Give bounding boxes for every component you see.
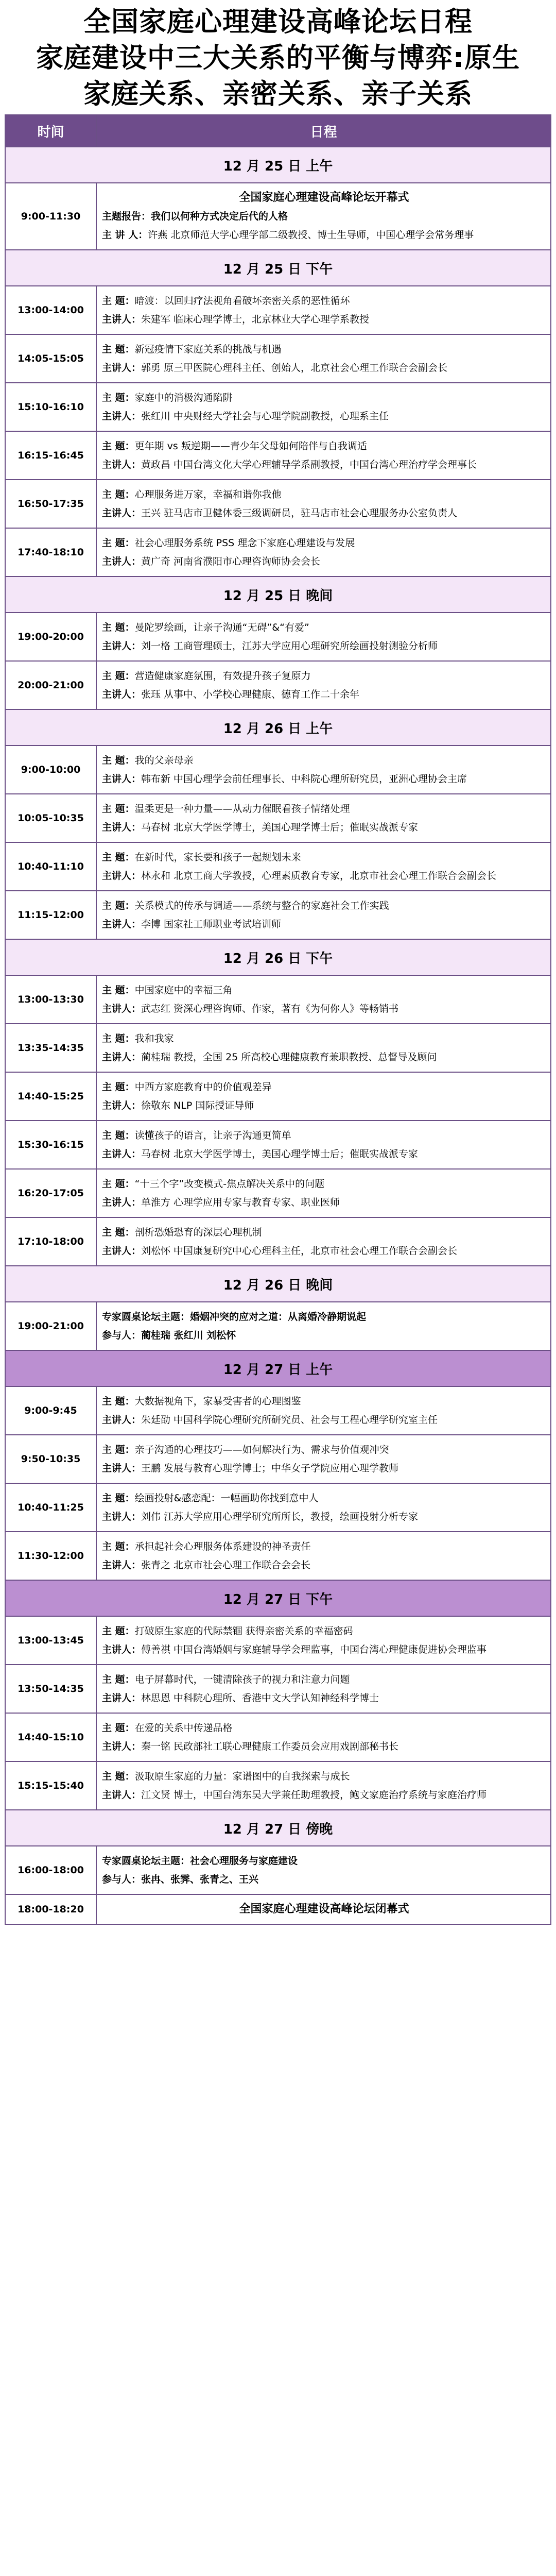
session-line-label: 主讲人： bbox=[102, 1197, 142, 1208]
session-line bbox=[102, 534, 546, 552]
session-line bbox=[102, 292, 546, 310]
session-row bbox=[5, 1846, 551, 1894]
session-row bbox=[5, 1713, 551, 1761]
session-line-label: 主 题： bbox=[102, 1722, 135, 1734]
section-row bbox=[5, 709, 551, 745]
session-details bbox=[96, 1435, 551, 1483]
session-line bbox=[102, 1223, 546, 1242]
session-details bbox=[96, 1302, 551, 1350]
session-line-text: 张珏 从事中、小学校心理健康、德育工作二十余年 bbox=[141, 689, 360, 700]
session-line-text: 中国家庭中的幸福三角 bbox=[134, 985, 233, 996]
session-time: 9:00-9:45 bbox=[5, 1386, 96, 1435]
session-line-label: 主讲人： bbox=[102, 1052, 142, 1063]
session-line-label: 主讲人： bbox=[102, 459, 142, 470]
session-line-label: 主 题： bbox=[102, 755, 135, 766]
session-line bbox=[102, 340, 546, 359]
session-line-text: 马春树 北京大学医学博士，美国心理学博士后；催眠实战派专家 bbox=[141, 1148, 419, 1160]
session-line-label: 主题报告： bbox=[102, 211, 151, 222]
session-line bbox=[102, 999, 546, 1018]
session-row bbox=[5, 1024, 551, 1072]
session-line bbox=[102, 1719, 546, 1737]
session-line-text: 蔺桂瑞 张红川 刘松怀 bbox=[141, 1330, 236, 1341]
session-line-label: 主讲人： bbox=[102, 556, 142, 567]
session-line-text: 打破原生家庭的代际禁锢 获得亲密关系的幸福密码 bbox=[134, 1625, 353, 1637]
session-line bbox=[102, 1126, 546, 1145]
ceremony-title bbox=[102, 1900, 546, 1919]
session-time: 9:50-10:35 bbox=[5, 1435, 96, 1483]
session-line bbox=[102, 1640, 546, 1659]
session-line bbox=[102, 1242, 546, 1260]
ceremony-title bbox=[102, 189, 546, 207]
session-line bbox=[102, 1193, 546, 1212]
session-row bbox=[5, 842, 551, 891]
table-header-row bbox=[5, 115, 551, 147]
session-row bbox=[5, 975, 551, 1024]
session-line bbox=[102, 1392, 546, 1411]
session-line bbox=[102, 1870, 546, 1889]
session-line bbox=[102, 359, 546, 377]
session-row bbox=[5, 745, 551, 794]
session-line-text: 全国家庭心理建设高峰论坛闭幕式 bbox=[239, 1903, 409, 1916]
session-line-label: 主 题： bbox=[102, 1674, 135, 1685]
session-line-label: 主讲人： bbox=[102, 1789, 142, 1801]
session-line-label: 主讲人： bbox=[102, 1560, 142, 1571]
session-line bbox=[102, 1537, 546, 1556]
session-line-label: 主 题： bbox=[102, 1493, 135, 1504]
session-line-label: 主讲人： bbox=[102, 640, 142, 652]
session-line-text: 汲取原生家庭的力量：家谱图中的自我探索与成长 bbox=[134, 1771, 350, 1782]
session-row bbox=[5, 334, 551, 383]
session-line-text: 我的父亲母亲 bbox=[134, 755, 194, 766]
session-line bbox=[102, 981, 546, 999]
session-line-text: 家庭中的消极沟通陷阱 bbox=[134, 392, 233, 403]
session-line-label: 主讲人： bbox=[102, 1741, 142, 1752]
session-line bbox=[102, 1459, 546, 1478]
session-line-label: 主讲人： bbox=[102, 1414, 142, 1426]
session-line bbox=[102, 1145, 546, 1163]
section-row bbox=[5, 250, 551, 286]
session-line bbox=[102, 1786, 546, 1804]
session-line bbox=[102, 1507, 546, 1526]
session-line-text: 黄政昌 中国台湾文化大学心理辅导学系副教授，中国台湾心理治疗学会理事长 bbox=[141, 459, 477, 470]
section-label: 12 月 25 日 下午 bbox=[5, 250, 551, 286]
session-line-text: “十三个字”改变模式-焦点解决关系中的问题 bbox=[134, 1178, 325, 1190]
session-line-label: 主讲人： bbox=[102, 411, 142, 422]
session-line-text: 王鹏 发展与教育心理学博士；中华女子学院应用心理学教师 bbox=[141, 1463, 399, 1474]
session-line-label: 主 题： bbox=[102, 852, 135, 863]
session-line bbox=[102, 1308, 546, 1326]
session-line-label: 主 题： bbox=[102, 440, 135, 452]
session-details bbox=[96, 528, 551, 577]
section-label: 12 月 26 日 下午 bbox=[5, 939, 551, 975]
session-time: 13:00-13:45 bbox=[5, 1616, 96, 1665]
session-line-text: 我和我家 bbox=[134, 1033, 174, 1044]
schedule-table bbox=[5, 114, 551, 1925]
session-line-label: 主讲人： bbox=[102, 919, 142, 930]
session-line-label: 主讲人： bbox=[102, 1003, 142, 1014]
session-line-text: 社会心理服务系统 PSS 理念下家庭心理建设与发展 bbox=[134, 537, 355, 549]
session-line-label: 主 题： bbox=[102, 489, 135, 500]
session-line-label: 专家圆桌论坛主题： bbox=[102, 1311, 190, 1323]
session-details bbox=[96, 1072, 551, 1121]
session-line bbox=[102, 1175, 546, 1193]
session-line bbox=[102, 388, 546, 407]
session-line-label: 参与人： bbox=[102, 1330, 142, 1341]
session-line-text: 刘伟 江苏大学应用心理学研究所所长，教授，绘画投射分析专家 bbox=[141, 1511, 419, 1522]
session-line-label: 主 讲 人： bbox=[102, 229, 148, 241]
title-line-3: 家庭关系、亲密关系、亲子关系 bbox=[83, 78, 473, 110]
session-line bbox=[102, 437, 546, 455]
header-time: 时间 bbox=[5, 115, 96, 147]
session-line-label: 主 题： bbox=[102, 1178, 135, 1190]
section-row bbox=[5, 147, 551, 183]
section-label: 12 月 27 日 傍晚 bbox=[5, 1810, 551, 1846]
session-time: 13:00-14:00 bbox=[5, 286, 96, 334]
schedule-rows bbox=[5, 147, 551, 1924]
session-line-text: 关系模式的传承与调适——系统与整合的家庭社会工作实践 bbox=[134, 900, 389, 911]
session-time: 16:50-17:35 bbox=[5, 480, 96, 528]
session-line-text: 温柔更是一种力量——从动力催眠看孩子情绪处理 bbox=[134, 803, 350, 815]
session-line bbox=[102, 685, 546, 704]
session-details bbox=[96, 1024, 551, 1072]
session-time: 19:00-20:00 bbox=[5, 613, 96, 661]
session-line-label: 主 题： bbox=[102, 1396, 135, 1407]
session-line-label: 主讲人： bbox=[102, 1692, 142, 1704]
session-details bbox=[96, 1169, 551, 1217]
session-row bbox=[5, 1386, 551, 1435]
session-line-text: 剖析恐婚恐育的深层心理机制 bbox=[134, 1227, 262, 1238]
session-line bbox=[102, 207, 546, 226]
session-line bbox=[102, 1411, 546, 1429]
session-line-text: 更年期 vs 叛逆期——青少年父母如何陪伴与自我调适 bbox=[134, 440, 367, 452]
session-row bbox=[5, 528, 551, 577]
session-time: 14:40-15:10 bbox=[5, 1713, 96, 1761]
session-line bbox=[102, 1440, 546, 1459]
section-label: 12 月 27 日 上午 bbox=[5, 1350, 551, 1386]
session-time: 15:15-15:40 bbox=[5, 1761, 96, 1810]
section-row bbox=[5, 1266, 551, 1302]
session-line-text: 营造健康家庭氛围，有效提升孩子复原力 bbox=[134, 670, 311, 682]
session-line bbox=[102, 226, 546, 244]
session-line bbox=[102, 751, 546, 770]
session-line-text: 徐敬东 NLP 国际授证导师 bbox=[141, 1100, 254, 1111]
session-time: 17:10-18:00 bbox=[5, 1217, 96, 1266]
session-line-label: 主 题： bbox=[102, 344, 135, 355]
session-line bbox=[102, 485, 546, 504]
session-line-text: 新冠疫情下家庭关系的挑战与机遇 bbox=[134, 344, 282, 355]
session-details bbox=[96, 613, 551, 661]
session-line-text: 在新时代，家长要和孩子一起规划未来 bbox=[134, 852, 301, 863]
session-line-text: 朱建军 临床心理学博士，北京林业大学心理学系教授 bbox=[141, 314, 370, 325]
section-label: 12 月 25 日 上午 bbox=[5, 147, 551, 183]
session-row bbox=[5, 1121, 551, 1169]
session-time: 13:50-14:35 bbox=[5, 1665, 96, 1713]
session-details bbox=[96, 480, 551, 528]
session-line-text: 张冉、张霁、张青之、王兴 bbox=[141, 1874, 259, 1885]
session-line-text: 承担起社会心理服务体系建设的神圣责任 bbox=[134, 1541, 311, 1552]
session-line-label: 主讲人： bbox=[102, 1148, 142, 1160]
session-time: 20:00-21:00 bbox=[5, 661, 96, 709]
session-details bbox=[96, 431, 551, 480]
session-line bbox=[102, 896, 546, 915]
session-details bbox=[96, 286, 551, 334]
section-label: 12 月 26 日 晚间 bbox=[5, 1266, 551, 1302]
session-line-text: 电子屏幕时代，一键清除孩子的视力和注意力问题 bbox=[134, 1674, 350, 1685]
session-line-label: 主 题： bbox=[102, 537, 135, 549]
session-line-text: 韩布新 中国心理学会前任理事长、中科院心理所研究员，亚洲心理协会主席 bbox=[141, 773, 467, 785]
session-row bbox=[5, 891, 551, 939]
session-line-label: 主 题： bbox=[102, 670, 135, 682]
session-row bbox=[5, 1532, 551, 1580]
session-details bbox=[96, 891, 551, 939]
header-schedule: 日程 bbox=[96, 115, 551, 147]
session-time: 10:40-11:25 bbox=[5, 1483, 96, 1532]
session-row bbox=[5, 1302, 551, 1350]
session-line-label: 主 题： bbox=[102, 392, 135, 403]
section-row bbox=[5, 939, 551, 975]
session-line-label: 主讲人： bbox=[102, 1644, 142, 1655]
session-details bbox=[96, 1217, 551, 1266]
session-line-label: 主 题： bbox=[102, 803, 135, 815]
session-row bbox=[5, 1616, 551, 1665]
section-row bbox=[5, 1810, 551, 1846]
session-details bbox=[96, 1121, 551, 1169]
session-time: 13:00-13:30 bbox=[5, 975, 96, 1024]
session-line bbox=[102, 1767, 546, 1786]
session-line-text: 武志红 资深心理咨询师、作家，著有《为何你人》等畅销书 bbox=[141, 1003, 399, 1014]
session-details bbox=[96, 661, 551, 709]
session-line bbox=[102, 1029, 546, 1048]
session-line bbox=[102, 407, 546, 426]
session-line bbox=[102, 455, 546, 474]
session-line-label: 主讲人： bbox=[102, 1463, 142, 1474]
session-line bbox=[102, 1556, 546, 1574]
session-details bbox=[96, 1713, 551, 1761]
session-line-label: 主讲人： bbox=[102, 1245, 142, 1257]
session-row bbox=[5, 1435, 551, 1483]
session-line bbox=[102, 1622, 546, 1640]
session-line-label: 主讲人： bbox=[102, 314, 142, 325]
session-line-label: 主讲人： bbox=[102, 689, 142, 700]
session-line-label: 主 题： bbox=[102, 1130, 135, 1141]
session-details bbox=[96, 1386, 551, 1435]
session-line-text: 林思恩 中科院心理所、香港中文大学认知神经科学博士 bbox=[141, 1692, 379, 1704]
session-line bbox=[102, 915, 546, 934]
title-line-2: 家庭建设中三大关系的平衡与博弈:原生 bbox=[36, 42, 520, 74]
session-time: 9:00-11:30 bbox=[5, 183, 96, 250]
session-line-text: 张青之 北京市社会心理工作联合会会长 bbox=[141, 1560, 311, 1571]
session-line-label: 主讲人： bbox=[102, 1100, 142, 1111]
session-line-label: 主 题： bbox=[102, 1033, 135, 1044]
session-line bbox=[102, 1326, 546, 1345]
session-details bbox=[96, 794, 551, 842]
session-line bbox=[102, 1852, 546, 1870]
session-time: 15:30-16:15 bbox=[5, 1121, 96, 1169]
session-line-label: 主 题： bbox=[102, 1771, 135, 1782]
session-line-label: 主 题： bbox=[102, 1625, 135, 1637]
session-line-label: 专家圆桌论坛主题： bbox=[102, 1855, 190, 1867]
session-row bbox=[5, 661, 551, 709]
session-line-text: 大数据视角下，家暴受害者的心理图鉴 bbox=[134, 1396, 301, 1407]
session-row bbox=[5, 794, 551, 842]
session-details bbox=[96, 1532, 551, 1580]
session-details bbox=[96, 975, 551, 1024]
session-row bbox=[5, 1665, 551, 1713]
session-row bbox=[5, 480, 551, 528]
session-line-label: 主讲人： bbox=[102, 773, 142, 785]
session-row bbox=[5, 286, 551, 334]
session-line bbox=[102, 800, 546, 818]
session-details bbox=[96, 383, 551, 431]
session-details bbox=[96, 1665, 551, 1713]
session-time: 14:40-15:25 bbox=[5, 1072, 96, 1121]
session-row bbox=[5, 1217, 551, 1266]
session-line-label: 主讲人： bbox=[102, 362, 142, 374]
session-row bbox=[5, 1483, 551, 1532]
session-line-label: 主讲人： bbox=[102, 507, 142, 519]
session-row bbox=[5, 383, 551, 431]
session-line-label: 主 题： bbox=[102, 295, 135, 307]
session-line-label: 主讲人： bbox=[102, 1511, 142, 1522]
session-line bbox=[102, 818, 546, 837]
session-details bbox=[96, 1483, 551, 1532]
session-line-text: 秦一铭 民政部社工联心理健康工作委员会应用戏剧部秘书长 bbox=[141, 1741, 399, 1752]
session-line-text: 亲子沟通的心理技巧——如何解决行为、需求与价值观冲突 bbox=[134, 1444, 389, 1455]
session-line bbox=[102, 1670, 546, 1689]
session-line-label: 主 题： bbox=[102, 985, 135, 996]
session-line-text: 在爱的关系中传递品格 bbox=[134, 1722, 233, 1734]
session-row bbox=[5, 1169, 551, 1217]
session-time: 10:40-11:10 bbox=[5, 842, 96, 891]
session-line bbox=[102, 1737, 546, 1756]
session-line-label: 主 题： bbox=[102, 622, 135, 633]
session-row bbox=[5, 431, 551, 480]
session-line-text: 林永和 北京工商大学教授，心理素质教育专家，北京市社会心理工作联合会副会长 bbox=[141, 870, 497, 882]
session-line bbox=[102, 504, 546, 522]
session-line-text: 黄广奇 河南省濮阳市心理咨询师协会会长 bbox=[141, 556, 321, 567]
session-line-text: 许燕 北京师范大学心理学部二级教授、博士生导师，中国心理学会常务理事 bbox=[148, 229, 474, 241]
title-line-1: 全国家庭心理建设高峰论坛日程 bbox=[83, 6, 473, 38]
session-line-text: 傅善祺 中国台湾婚姻与家庭辅导学会理监事，中国台湾心理健康促进协会理监事 bbox=[141, 1644, 487, 1655]
session-line bbox=[102, 552, 546, 571]
session-time: 18:00-18:20 bbox=[5, 1894, 96, 1924]
section-row bbox=[5, 1580, 551, 1616]
session-details bbox=[96, 745, 551, 794]
session-line-text: 刘一格 工商管理硕士，江苏大学应用心理研究所绘画投射测验分析师 bbox=[141, 640, 438, 652]
session-time: 16:00-18:00 bbox=[5, 1846, 96, 1894]
session-details bbox=[96, 334, 551, 383]
session-line-label: 主 题： bbox=[102, 1444, 135, 1455]
session-line bbox=[102, 848, 546, 867]
section-label: 12 月 26 日 上午 bbox=[5, 709, 551, 745]
session-row bbox=[5, 183, 551, 250]
session-line bbox=[102, 618, 546, 637]
session-time: 16:15-16:45 bbox=[5, 431, 96, 480]
session-line-text: 绘画投射&感恋配：一幅画助你找到意中人 bbox=[134, 1493, 319, 1504]
session-time: 17:40-18:10 bbox=[5, 528, 96, 577]
section-label: 12 月 25 日 晚间 bbox=[5, 577, 551, 613]
session-time: 16:20-17:05 bbox=[5, 1169, 96, 1217]
section-row bbox=[5, 577, 551, 613]
session-details bbox=[96, 842, 551, 891]
session-details bbox=[96, 183, 551, 250]
session-line-text: 心理服务进万家，幸福和谐你我他 bbox=[134, 489, 282, 500]
session-details bbox=[96, 1894, 551, 1924]
session-row bbox=[5, 1761, 551, 1810]
session-time: 11:30-12:00 bbox=[5, 1532, 96, 1580]
session-line bbox=[102, 1048, 546, 1066]
session-line-label: 主讲人： bbox=[102, 822, 142, 833]
title-block bbox=[0, 0, 556, 112]
session-line-text: 我们以何种方式决定后代的人格 bbox=[151, 211, 288, 222]
session-line-text: 蔺桂瑞 教授，全国 25 所高校心理健康教育兼职教授、总督导及顾问 bbox=[141, 1052, 437, 1063]
session-line-text: 马春树 北京大学医学博士，美国心理学博士后；催眠实战派专家 bbox=[141, 822, 419, 833]
session-line-label: 主 题： bbox=[102, 1081, 135, 1093]
session-line-text: 郭勇 原三甲医院心理科主任、创始人，北京社会心理工作联合会副会长 bbox=[141, 362, 448, 374]
session-line-text: 社会心理服务与家庭建设 bbox=[190, 1855, 298, 1867]
session-details bbox=[96, 1846, 551, 1894]
session-time: 11:15-12:00 bbox=[5, 891, 96, 939]
session-line-text: 中西方家庭教育中的价值观差异 bbox=[134, 1081, 272, 1093]
session-row bbox=[5, 1072, 551, 1121]
session-line-text: 王兴 驻马店市卫健体委三级调研员，驻马店市社会心理服务办公室负责人 bbox=[141, 507, 458, 519]
session-line-label: 主 题： bbox=[102, 1541, 135, 1552]
session-time: 9:00-10:00 bbox=[5, 745, 96, 794]
session-line-text: 读懂孩子的语言，让亲子沟通更简单 bbox=[134, 1130, 291, 1141]
session-row bbox=[5, 1894, 551, 1924]
session-time: 15:10-16:10 bbox=[5, 383, 96, 431]
session-line-text: 暗渡：以回归疗法视角看破坏亲密关系的恶性循环 bbox=[134, 295, 350, 307]
session-line-text: 全国家庭心理建设高峰论坛开幕式 bbox=[239, 191, 409, 204]
session-line-text: 李博 国家社工师职业考试培训师 bbox=[141, 919, 282, 930]
section-label: 12 月 27 日 下午 bbox=[5, 1580, 551, 1616]
session-time: 10:05-10:35 bbox=[5, 794, 96, 842]
session-line-text: 曼陀罗绘画，让亲子沟通“无碍”&“有爱” bbox=[134, 622, 309, 633]
session-details bbox=[96, 1616, 551, 1665]
session-line bbox=[102, 637, 546, 655]
session-line-text: 张红川 中央财经大学社会与心理学院副教授，心理系主任 bbox=[141, 411, 389, 422]
session-line bbox=[102, 667, 546, 685]
session-line-text: 江文贤 博士，中国台湾东吴大学兼任助理教授，鲍文家庭治疗系统与家庭治疗师 bbox=[141, 1789, 487, 1801]
session-line bbox=[102, 1489, 546, 1507]
session-line-text: 单淮方 心理学应用专家与教育专家、职业医师 bbox=[141, 1197, 340, 1208]
session-line-text: 婚姻冲突的应对之道：从离婚冷静期说起 bbox=[190, 1311, 367, 1323]
session-line bbox=[102, 1096, 546, 1115]
session-row bbox=[5, 613, 551, 661]
session-line-text: 刘松怀 中国康复研究中心心理科主任，北京市社会心理工作联合会副会长 bbox=[141, 1245, 458, 1257]
session-time: 13:35-14:35 bbox=[5, 1024, 96, 1072]
session-line bbox=[102, 867, 546, 885]
session-details bbox=[96, 1761, 551, 1810]
session-line bbox=[102, 770, 546, 788]
session-time: 19:00-21:00 bbox=[5, 1302, 96, 1350]
session-line-label: 主讲人： bbox=[102, 870, 142, 882]
session-line bbox=[102, 1689, 546, 1707]
session-line-label: 主 题： bbox=[102, 1227, 135, 1238]
session-line bbox=[102, 1078, 546, 1096]
session-time: 14:05-15:05 bbox=[5, 334, 96, 383]
session-line-label: 主 题： bbox=[102, 900, 135, 911]
section-row bbox=[5, 1350, 551, 1386]
session-line-text: 朱廷劭 中国科学院心理研究所研究员、社会与工程心理学研究室主任 bbox=[141, 1414, 438, 1426]
session-line-label: 参与人： bbox=[102, 1874, 142, 1885]
session-line bbox=[102, 310, 546, 329]
